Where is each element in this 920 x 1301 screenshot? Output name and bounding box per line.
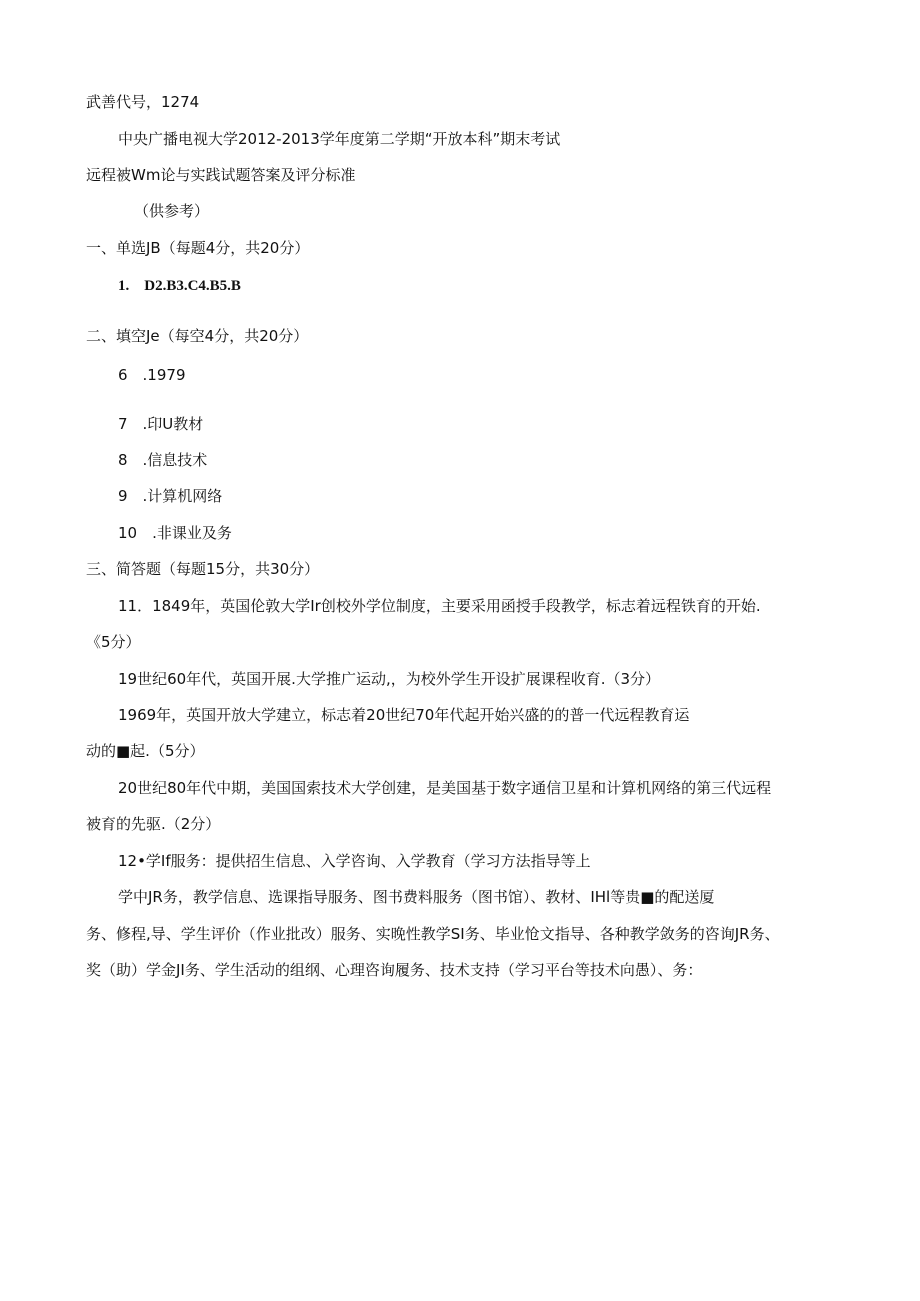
- q11-paragraph-line: 动的■起.（5分）: [86, 742, 205, 760]
- fill-blank-item: 10 .非课业及务: [118, 524, 232, 542]
- section-3-heading: 三、简答题（每题15分，共30分）: [86, 560, 320, 578]
- q11-paragraph-line: 被育的先驱.（2分）: [86, 815, 221, 833]
- fill-blank-item: 8 .信息技术: [118, 451, 208, 469]
- q12-paragraph-line: 学中JR务，教学信息、选课指导服务、图书费料服务（图书馆）、教材、IHl等贵■的配送厦: [118, 888, 715, 906]
- fill-blank-item: 6 .1979: [118, 366, 186, 384]
- q11-paragraph-line: 20世纪80年代中期，美国国索技术大学创建，是美国基于数字通信卫星和计算机网络的第三代远程: [118, 779, 772, 797]
- q12-paragraph-line: 奖（助）学金JI务、学生活动的组纲、心理咨询履务、技术支持（学习平台等技术向愚）、务：: [86, 961, 703, 979]
- fill-blank-item: 7 .印U教材: [118, 415, 204, 433]
- section-1-answers: 1. D2.B3.C4.B5.B: [118, 278, 241, 294]
- exam-title: 中央广播电视大学2012-2013学年度第二学期“开放本科”期末考试: [118, 130, 561, 148]
- section-2-heading: 二、填空Je（每空4分，共20分）: [86, 327, 309, 345]
- section-1-heading: 一、单选JB（每题4分，共20分）: [86, 239, 310, 257]
- subject-title: 远程被Wm论与实践试题答案及评分标准: [86, 166, 356, 184]
- q12-paragraph-line: 务、修程,导、学生评价（作业批改）服务、实晚性教学SI务、毕业怆文指导、各种教学敛务的咨询JR务、: [86, 925, 780, 943]
- reference-note: （供参考）: [134, 202, 210, 220]
- q11-paragraph-line: 1969年，英国开放大学建立，标志着20世纪70年代起开始兴盛的的普一代远程教育运: [118, 706, 690, 724]
- course-code: 武善代号，1274: [86, 93, 200, 111]
- q11-paragraph-line: 19世纪60年代，英国开展.大学推广运动,，为校外学生开设扩展课程收育.（3分）: [118, 670, 661, 688]
- q12-paragraph-line: 12•学If服务：提供招生信息、入学咨询、入学教育（学习方法指导等上: [118, 852, 591, 870]
- fill-blank-item: 9 .计算机网络: [118, 487, 223, 505]
- q11-paragraph-line: 《5分）: [86, 633, 141, 651]
- q11-paragraph-line: 11．1849年，英国伦敦大学Ir创校外学位制度，主要采用函授手段教学，标志着远程铁育的开始.: [118, 597, 761, 615]
